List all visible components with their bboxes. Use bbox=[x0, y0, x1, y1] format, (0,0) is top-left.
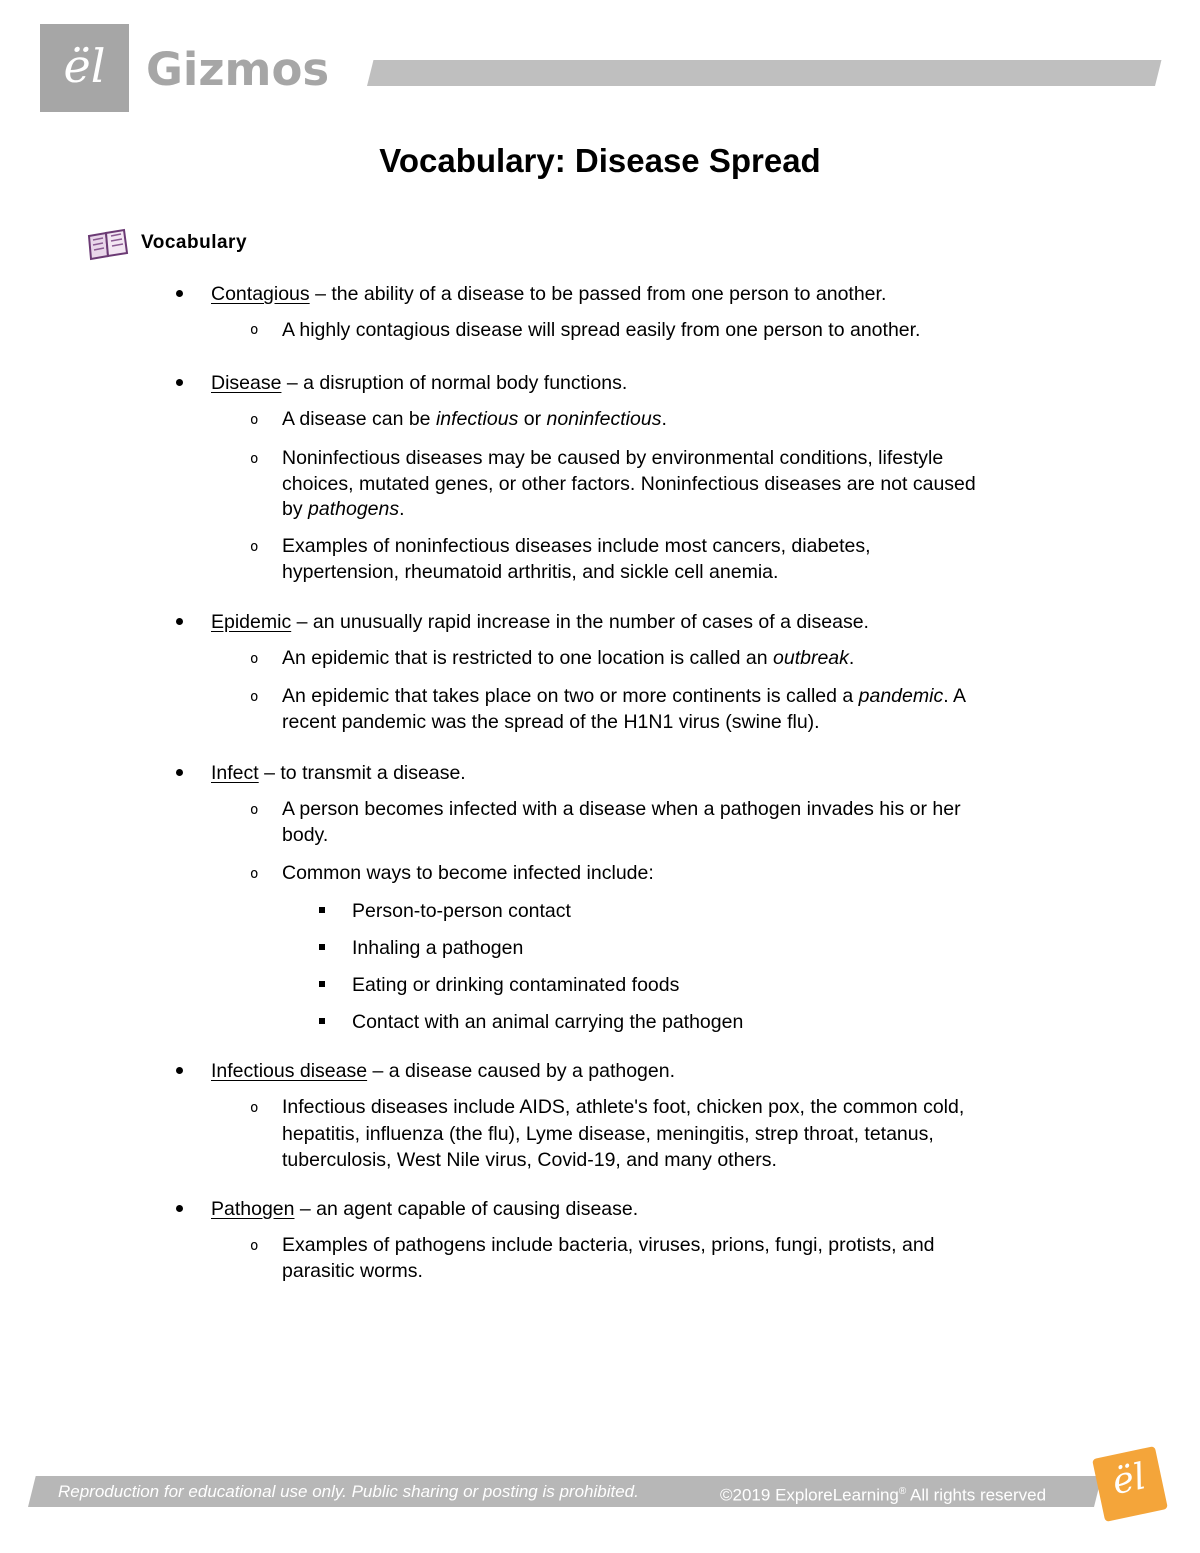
brand-name: Gizmos bbox=[146, 43, 330, 96]
list-item bbox=[211, 1058, 675, 1084]
list-item bbox=[211, 609, 869, 635]
square-bullet bbox=[319, 944, 325, 950]
header-bar bbox=[367, 60, 1161, 86]
book-icon bbox=[86, 228, 130, 262]
note: recent pandemic was the spread of the H1N1 virus (swine flu). bbox=[282, 711, 820, 733]
term-infect: Infect bbox=[211, 762, 259, 784]
sub-bullet: o bbox=[250, 1238, 259, 1254]
section-label: Vocabulary bbox=[141, 232, 248, 253]
sub-bullet: o bbox=[250, 1100, 259, 1116]
note: Common ways to become infected include: bbox=[282, 862, 654, 884]
list-item: Eating or drinking contaminated foods bbox=[352, 974, 680, 996]
term-disease: Disease bbox=[211, 372, 282, 394]
sub-bullet: o bbox=[250, 539, 259, 555]
bullet bbox=[176, 379, 183, 386]
note: An epidemic that is restricted to one location is called an outbreak. bbox=[282, 647, 855, 669]
sub-bullet: o bbox=[250, 689, 259, 705]
note: Infectious diseases include AIDS, athlete's foot, chicken pox, the common cold, bbox=[282, 1096, 965, 1118]
note: A person becomes infected with a disease when a pathogen invades his or her bbox=[282, 798, 961, 820]
sub-bullet: o bbox=[250, 412, 259, 428]
note: tuberculosis, West Nile virus, Covid-19, and many others. bbox=[282, 1149, 777, 1171]
page-title: Vocabulary: Disease Spread bbox=[379, 142, 821, 179]
list-item: Contact with an animal carrying the pathogen bbox=[352, 1011, 744, 1033]
bullet bbox=[176, 1067, 183, 1074]
note: Examples of noninfectious diseases include most cancers, diabetes, bbox=[282, 535, 871, 557]
definition: – to transmit a disease. bbox=[258, 762, 466, 784]
term-pathogen: Pathogen bbox=[211, 1198, 295, 1220]
square-bullet bbox=[319, 1018, 325, 1024]
footer-logo-glyph: ël bbox=[1108, 1456, 1150, 1504]
note: choices, mutated genes, or other factors. Noninfectious diseases are not caused bbox=[282, 473, 976, 495]
list-item bbox=[211, 370, 627, 396]
definition: – an unusually rapid increase in the number of cases of a disease. bbox=[291, 611, 869, 633]
list-item: Inhaling a pathogen bbox=[352, 937, 524, 959]
note: by pathogens. bbox=[282, 498, 405, 520]
sub-bullet: o bbox=[250, 866, 259, 882]
note: A highly contagious disease will spread easily from one person to another. bbox=[282, 319, 921, 341]
term-epidemic: Epidemic bbox=[211, 611, 292, 633]
note: parasitic worms. bbox=[282, 1260, 423, 1282]
definition: – a disease caused by a pathogen. bbox=[367, 1060, 676, 1082]
list-item: Person-to-person contact bbox=[352, 900, 571, 922]
note: Examples of pathogens include bacteria, viruses, prions, fungi, protists, and bbox=[282, 1234, 935, 1256]
square-bullet bbox=[319, 981, 325, 987]
sub-bullet: o bbox=[250, 802, 259, 818]
list-item bbox=[211, 760, 466, 786]
explorelearning-logo-icon bbox=[1092, 1446, 1168, 1522]
sub-bullet: o bbox=[250, 322, 259, 338]
list-item bbox=[211, 281, 886, 307]
term-contagious: Contagious bbox=[211, 283, 310, 305]
note: Noninfectious diseases may be caused by environmental conditions, lifestyle bbox=[282, 447, 944, 469]
definition: – the ability of a disease to be passed from one person to another. bbox=[309, 283, 887, 305]
definition: – an agent capable of causing disease. bbox=[294, 1198, 639, 1220]
footer-notice: Reproduction for educational use only. Public sharing or posting is prohibited. bbox=[58, 1482, 639, 1501]
sub-bullet: o bbox=[250, 651, 259, 667]
square-bullet bbox=[319, 907, 325, 913]
note: A disease can be infectious or noninfectious. bbox=[282, 408, 667, 430]
bullet bbox=[176, 618, 183, 625]
gizmos-logo bbox=[40, 24, 129, 112]
list-item bbox=[211, 1196, 638, 1222]
bullet bbox=[176, 769, 183, 776]
note: body. bbox=[282, 824, 329, 846]
bullet bbox=[176, 290, 183, 297]
note: An epidemic that takes place on two or more continents is called a pandemic. A bbox=[282, 685, 966, 707]
footer-copyright: ©2019 ExploreLearning® All rights reserved bbox=[720, 1485, 1047, 1505]
logo-glyph: ël bbox=[63, 39, 106, 93]
note: hepatitis, influenza (the flu), Lyme disease, meningitis, strep throat, tetanus, bbox=[282, 1123, 934, 1145]
bullet bbox=[176, 1205, 183, 1212]
definition: – a disruption of normal body functions. bbox=[281, 372, 628, 394]
note: hypertension, rheumatoid arthritis, and sickle cell anemia. bbox=[282, 561, 779, 583]
sub-bullet: o bbox=[250, 451, 259, 467]
term-infectious-disease: Infectious disease bbox=[211, 1060, 368, 1082]
